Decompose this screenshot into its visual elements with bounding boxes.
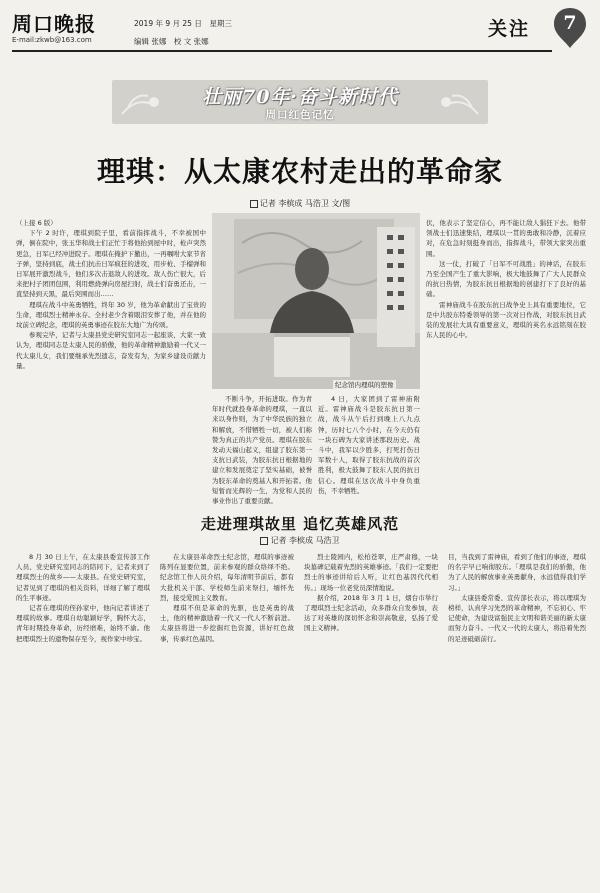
article-paragraph: 记者在理琪的侄孙家中，他向记者讲述了理琪的故事。理琪自幼聪颖好学，胸怀大志，青年时期投身革命，历经磨难，始终不渝。他把理琪烈士的遗物保存至今，视作家中珍宝。: [16, 604, 150, 643]
newspaper-logo: 周口晚报: [12, 12, 96, 36]
sub-article-column-3: [304, 552, 438, 882]
photo-caption: 纪念馆内理琪的塑像: [335, 381, 394, 389]
article-column-2: [212, 394, 312, 508]
byline-text: 记者 李槟成 马浩卫: [270, 536, 340, 545]
byline-text: 记者 李槟成 马浩卫 文/图: [259, 199, 351, 208]
article-paragraph: （上接 6 版）: [16, 219, 57, 227]
statue-photo: [212, 213, 420, 389]
sub-article-headline: 走进理琪故里 追忆英雄风范: [200, 515, 400, 533]
article-paragraph: 理琪不但是革命的先驱，也是英勇的战士，他的精神激励着一代又一代人不断前进。太康县将进一步挖掘红色资源，讲好红色故事，传承红色基因。: [160, 604, 294, 643]
article-paragraph: 伏，他表示了坚定信心，再不能让敌人猖狂下去。他带领战士们迅速集结，理琪以一贯的勇敢和冷静，沉着应对，在危急时刻挺身而出，指挥战斗，带领大家突出重围。: [426, 219, 586, 258]
masthead: [12, 6, 588, 68]
article-paragraph: 烈士陵园内，松柏苍翠，庄严肃穆，一块块墓碑记载着先烈的英雄事迹。「我们一定要把烈士的事迹讲给后人听，让红色基因代代相传。」现场一位老党员深情地说。: [304, 553, 438, 592]
page-number: 7: [563, 12, 577, 34]
article-column-1: [16, 218, 206, 508]
issue-editor: 编辑 张娜 校 文 张娜: [134, 37, 209, 46]
article-paragraph: 目，当我到了雷神庙，看到了他们的事迹，理琪的名字早已响彻胶东。「理琪是我们的骄傲，他为了人民的解放事业英勇献身，永远值得我们学习。」: [448, 553, 586, 592]
article-paragraph: 雷神庙战斗在胶东抗日战争史上具有重要地位，它是中共胶东特委领导的第一次对日作战，对胶东抗日武装的发展壮大具有重要意义，理琪的英名永远铭刻在胶东人民的心中。: [426, 300, 586, 340]
article-headline: 理琪：从太康农村走出的革命家: [96, 155, 503, 188]
sub-article-column-2: [160, 552, 294, 882]
article-byline: [0, 198, 600, 209]
byline-box-icon: [250, 200, 258, 208]
article-paragraph: 理琪在战斗中英勇牺牲，终年 30 岁，他为革命献出了宝贵的生命，理琪烈士精神永存。全村老少含着眼泪安葬了他，并在他的坟前立碑纪念，理琪的英勇事迹在胶东大地广为传颂。: [16, 300, 206, 330]
contact-email: E-mail:zkwb@163.com: [12, 36, 92, 44]
byline-box-icon: [260, 537, 268, 545]
article-paragraph: 8 月 30 日上午，在太康县委宣传部工作人员、党史研究室同志的陪同下，记者来到了理琪烈士的故乡——太康县。在党史研究室，记者见到了理琪的相关资料，详细了解了理琪的生平事迹。: [16, 553, 150, 602]
sub-article-column-1: [16, 552, 150, 882]
article-paragraph: 不断斗争，开拓进取。作为青年时代就投身革命的理琪，一直以来以身作则，为了中华民族的独立和解放，不惜牺牲一切，被人们称赞为真正的共产党员。理琪在胶东发动天福山起义，组建了胶东第一支抗日武装，为胶东抗日根据地的建立和发展奠定了坚实基础，被誉为胶东革命的奠基人和开拓者。他短暂而光辉的一生，为党和人民的事业作出了重要贡献。: [212, 395, 312, 506]
article-paragraph: 在太康县革命烈士纪念馆，理琪的事迹被陈列在显要位置，前来参观的群众络绎不绝。纪念馆工作人员介绍，每年清明节前后，都有大批机关干部、学校师生前来祭扫，缅怀先烈，接受爱国主义教育。: [160, 553, 294, 602]
banner-title: 壮丽70年·奋斗新时代: [201, 86, 399, 108]
article-paragraph: 下午 2 时许，理琪到院子里，看前指挥战斗，不幸被国中弹，倒在院中，张玉华和战士们正忙于将他抬到屋中时，枪声突然更急，日军已经冲进院子。理琪在掩护下撤出，一再嘱咐大家节省子弹，坚持到底，战士们抗击日军疯狂的进攻，用步枪、手榴弹和日军展开激烈战斗，他们多次击退敌人的进攻。敌人伤亡很大，后来把村子团团包围，利用燃烧弹向房屋扫射，战士们奋勇还击，一直坚持到天黑，最后突围而出……: [16, 229, 206, 299]
article-paragraph: 太康县委常委、宣传部长表示，将以理琪为榜样，认真学习先烈的革命精神，不忘初心、牢记使命，为建设富强民主文明和谐美丽的新太康而努力奋斗。一代又一代的太康人，将沿着先烈的足迹砥砺前行。: [448, 593, 586, 643]
statue-image: [212, 213, 420, 389]
issue-date: 2019 年 9 月 25 日 星期三: [134, 19, 232, 28]
article-paragraph: 据介绍，2018 年 3 月 1 日，烟台市举行了理琪烈士纪念活动，众多群众自发参加，表达了对英雄的深切怀念和崇高敬意，弘扬了爱国主义精神。: [304, 593, 438, 633]
article-paragraph: 参观完毕，记者与太康县党史研究室同志一起座谈，大家一致认为，理琪同志是太康人民的骄傲，他的革命精神激励着一代又一代太康儿女，我们要继承先烈遗志，奋发有为，为家乡建设贡献力量。: [16, 331, 206, 370]
banner-subtitle: 周口红色记忆: [265, 109, 335, 121]
series-banner: [112, 70, 488, 130]
masthead-rule: [12, 50, 552, 52]
sub-article-byline: [0, 535, 600, 546]
article-column-4: [426, 218, 586, 508]
article-paragraph: 这一仗，打破了「日军不可战胜」的神话，在胶东乃至全国产生了重大影响，极大地鼓舞了广大人民群众的抗日热情，为胶东抗日根据地的创建打下了良好的基础。: [426, 259, 586, 299]
sub-article-column-4: [448, 552, 586, 882]
article-paragraph: 4 日，大家团到了雷神庙附近。雷神庙战斗是胶东抗日第一战，战斗从午后打到晚上八九点钟，历时七八个小时，在今天仍有一块石碑为大家讲述那段历史。战斗中，我军以少胜多，打死打伤日军数十人，取得了胶东抗战的首次胜利，极大鼓舞了胶东人民的抗日信心。理琪在这次战斗中身负重伤，不幸牺牲。: [318, 395, 420, 495]
article-column-3: [318, 394, 420, 508]
section-name: 关注: [488, 18, 531, 40]
